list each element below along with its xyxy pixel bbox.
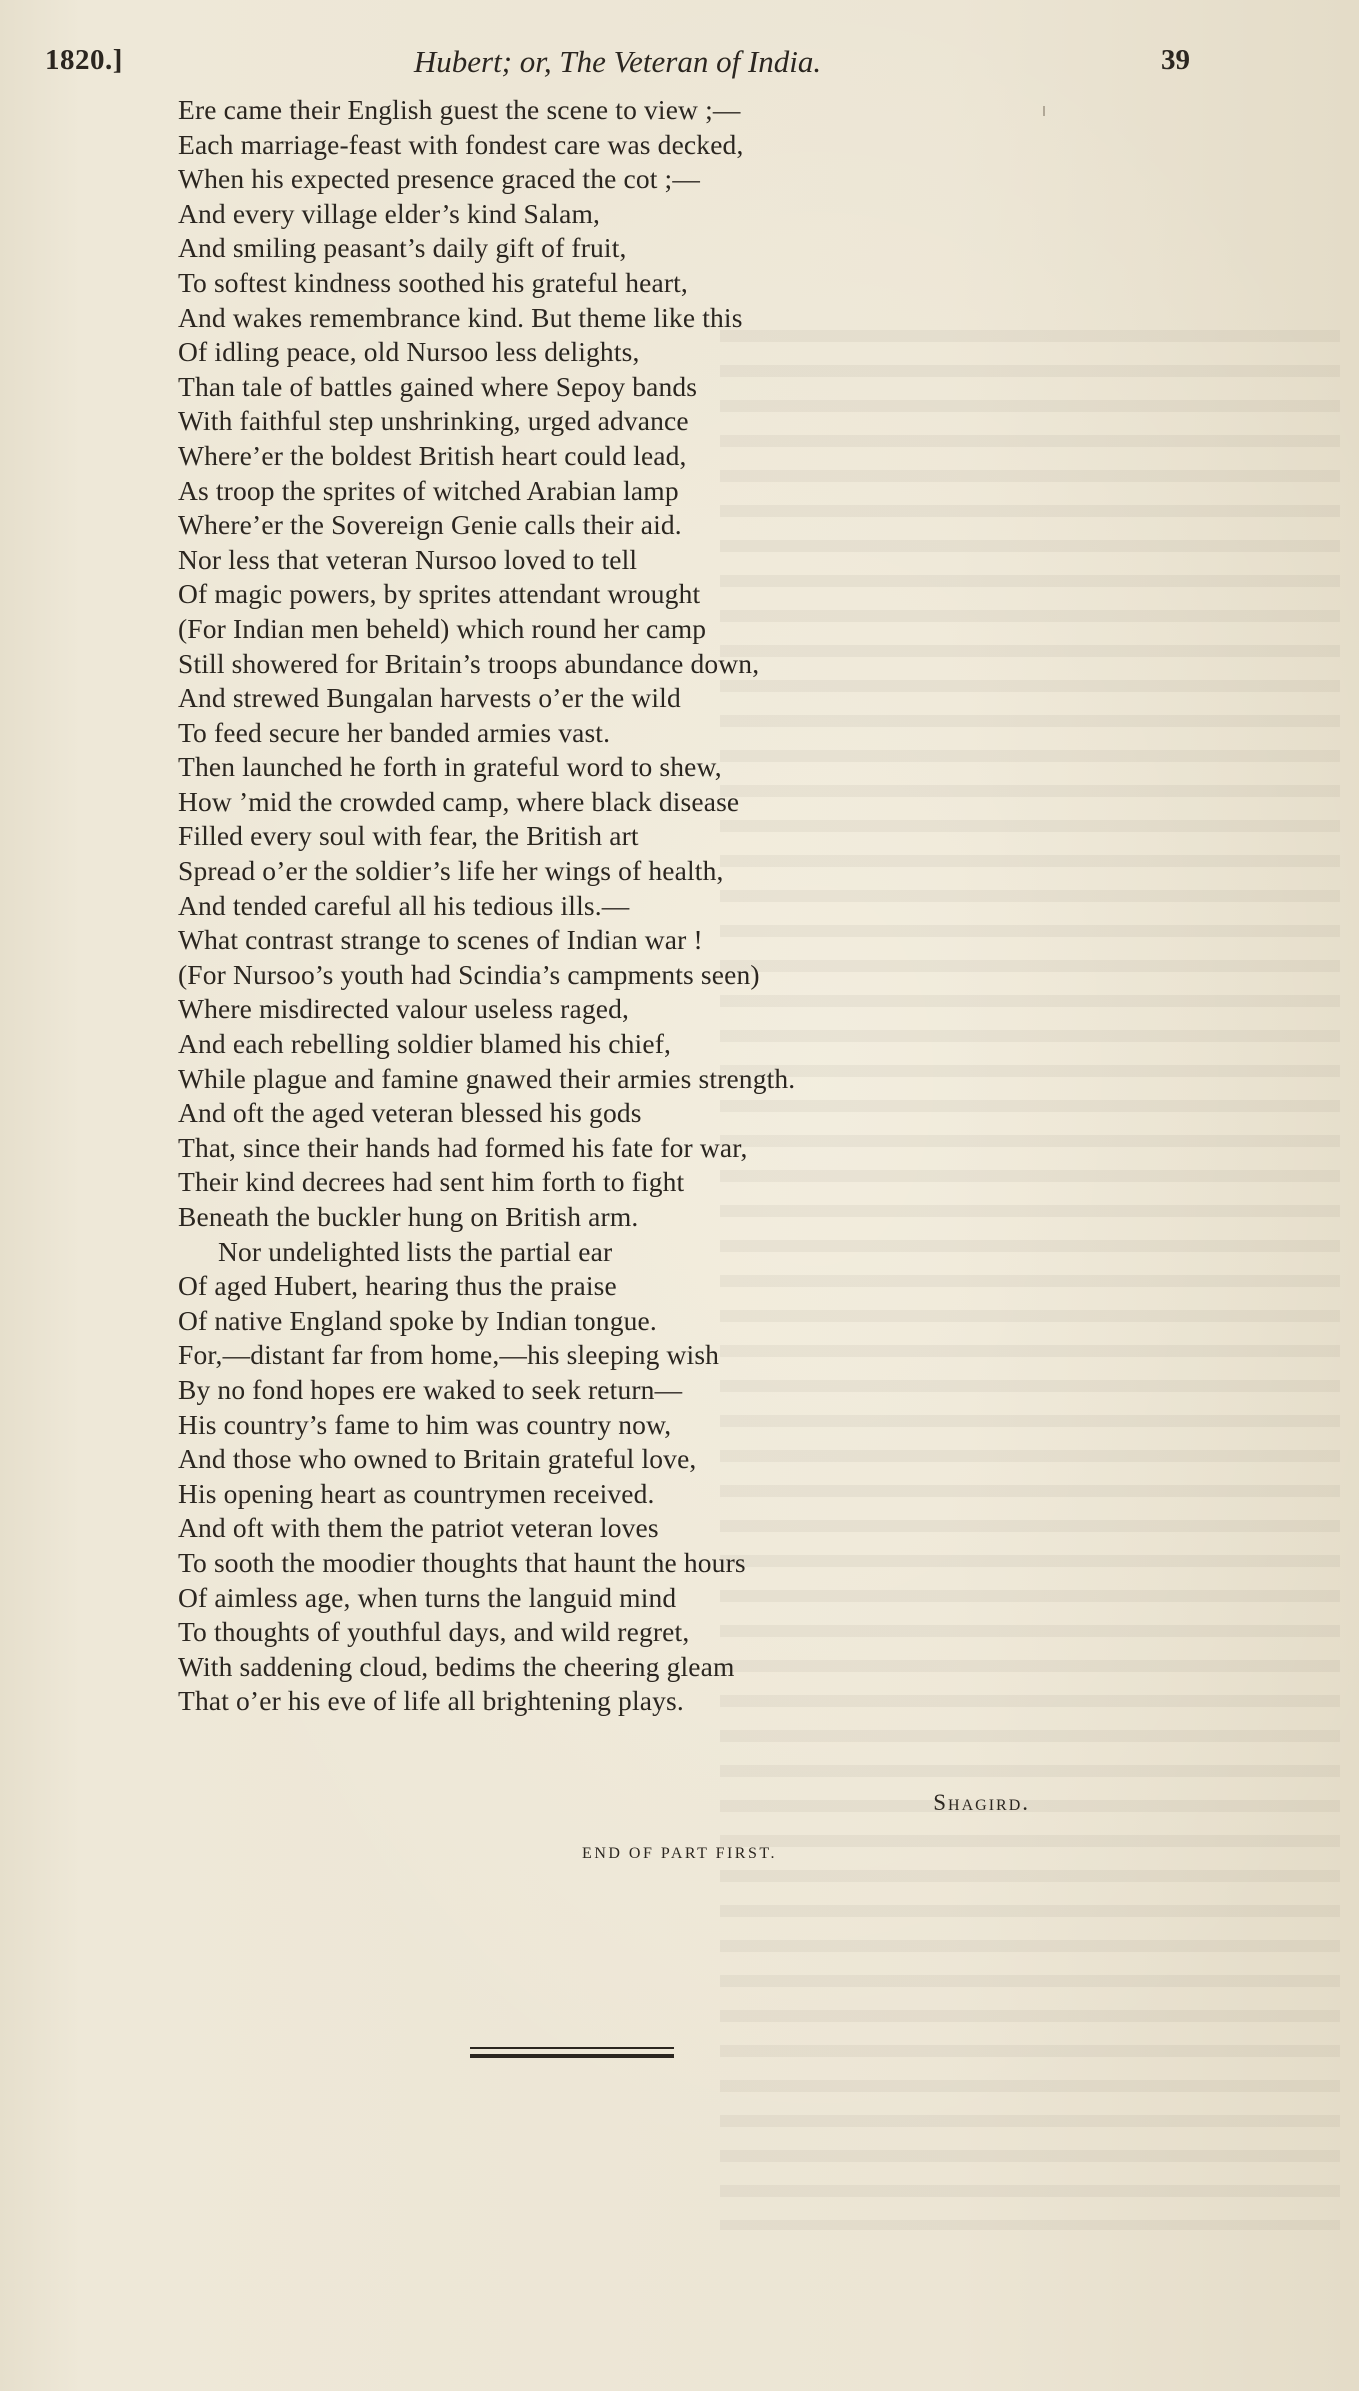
poem-line: And strewed Bungalan harvests o’er the wild <box>178 682 681 714</box>
page-number: 39 <box>1161 44 1190 76</box>
poem-line: To feed secure her banded armies vast. <box>178 716 611 748</box>
poem-line: Of aimless age, when turns the languid mind <box>178 1581 677 1613</box>
poem-line: When his expected presence graced the cot ;— <box>178 163 700 195</box>
poem-line: While plague and famine gnawed their armies strength. <box>178 1062 796 1094</box>
poem-line: Nor less that veteran Nursoo loved to tell <box>178 543 638 575</box>
poem-line: Than tale of battles gained where Sepoy bands <box>178 370 698 402</box>
poem-line: Spread o’er the soldier’s life her wings of health, <box>178 855 724 887</box>
poem-line: And wakes remembrance kind. But theme like this <box>178 301 743 333</box>
poem-line: His opening heart as countrymen received. <box>178 1477 655 1509</box>
poem-line: Nor undelighted lists the partial ear <box>218 1235 613 1267</box>
poem-line: Each marriage-feast with fondest care was decked, <box>178 128 744 160</box>
poem-line: Of magic powers, by sprites attendant wrought <box>178 578 701 610</box>
poem-line: Of aged Hubert, hearing thus the praise <box>178 1270 617 1302</box>
poem-line: And smiling peasant’s daily gift of fruit, <box>178 232 627 264</box>
poem-line: That, since their hands had formed his fate for war, <box>178 1131 748 1163</box>
poem-line: With saddening cloud, bedims the cheering gleam <box>178 1650 735 1682</box>
author-signature: Shagird. <box>933 1790 1030 1815</box>
poem-line: Ere came their English guest the scene to view ;— <box>178 94 741 125</box>
poem-line: And tended careful all his tedious ills.— <box>178 889 630 921</box>
poem-line: And those who owned to Britain grateful love, <box>178 1443 697 1475</box>
header-title: Hubert; or, The Veteran of India. <box>413 44 822 79</box>
header-year: 1820.] <box>45 44 123 76</box>
poem-line: And oft the aged veteran blessed his gods <box>178 1097 642 1129</box>
poem-line: And oft with them the patriot veteran loves <box>178 1512 659 1544</box>
poem-line: Where’er the Sovereign Genie calls their aid. <box>178 509 682 541</box>
poem-line: As troop the sprites of witched Arabian lamp <box>178 474 679 506</box>
poem-line: Of native England spoke by Indian tongue. <box>178 1304 657 1336</box>
poem-line: Filled every soul with fear, the British art <box>178 820 639 852</box>
poem-line: Where misdirected valour useless raged, <box>178 993 630 1025</box>
poem-line: (For Indian men beheld) which round her camp <box>178 612 707 644</box>
poem-line: Their kind decrees had sent him forth to fight <box>178 1166 685 1198</box>
poem-body <box>178 93 1078 1719</box>
poem-line: Of idling peace, old Nursoo less delights, <box>178 336 640 368</box>
poem-line: And every village elder’s kind Salam, <box>178 197 601 229</box>
poem-line: To softest kindness soothed his grateful heart, <box>178 266 688 298</box>
poem-line: And each rebelling soldier blamed his chief, <box>178 1028 672 1060</box>
running-header <box>45 40 1190 90</box>
poem-line: By no fond hopes ere waked to seek return— <box>178 1373 683 1405</box>
poem-line: To sooth the moodier thoughts that haunt the hours <box>178 1546 746 1578</box>
closing-rule-thick <box>470 2054 674 2058</box>
poem-line: Beneath the buckler hung on British arm. <box>178 1201 639 1232</box>
poem-line: With faithful step unshrinking, urged advance <box>178 405 689 437</box>
poem-line: For,—distant far from home,—his sleeping wish <box>178 1339 720 1371</box>
poem-line: Then launched he forth in grateful word to shew, <box>178 751 722 783</box>
poem-line: His country’s fame to him was country now, <box>178 1408 672 1440</box>
poem-line: Still showered for Britain’s troops abundance down, <box>178 647 760 679</box>
poem-line: How ’mid the crowded camp, where black disease <box>178 785 740 817</box>
end-of-part-note: END OF PART FIRST. <box>582 1845 777 1862</box>
poem-line: Where’er the boldest British heart could lead, <box>178 439 687 471</box>
closing-rule-thin <box>470 2047 674 2049</box>
poem-line: That o’er his eve of life all brightening plays. <box>178 1685 684 1717</box>
poem-line: To thoughts of youthful days, and wild regret, <box>178 1616 690 1648</box>
poem-line: (For Nursoo’s youth had Scindia’s campments seen) <box>178 958 760 990</box>
poem-line: What contrast strange to scenes of Indian war ! <box>178 924 703 956</box>
